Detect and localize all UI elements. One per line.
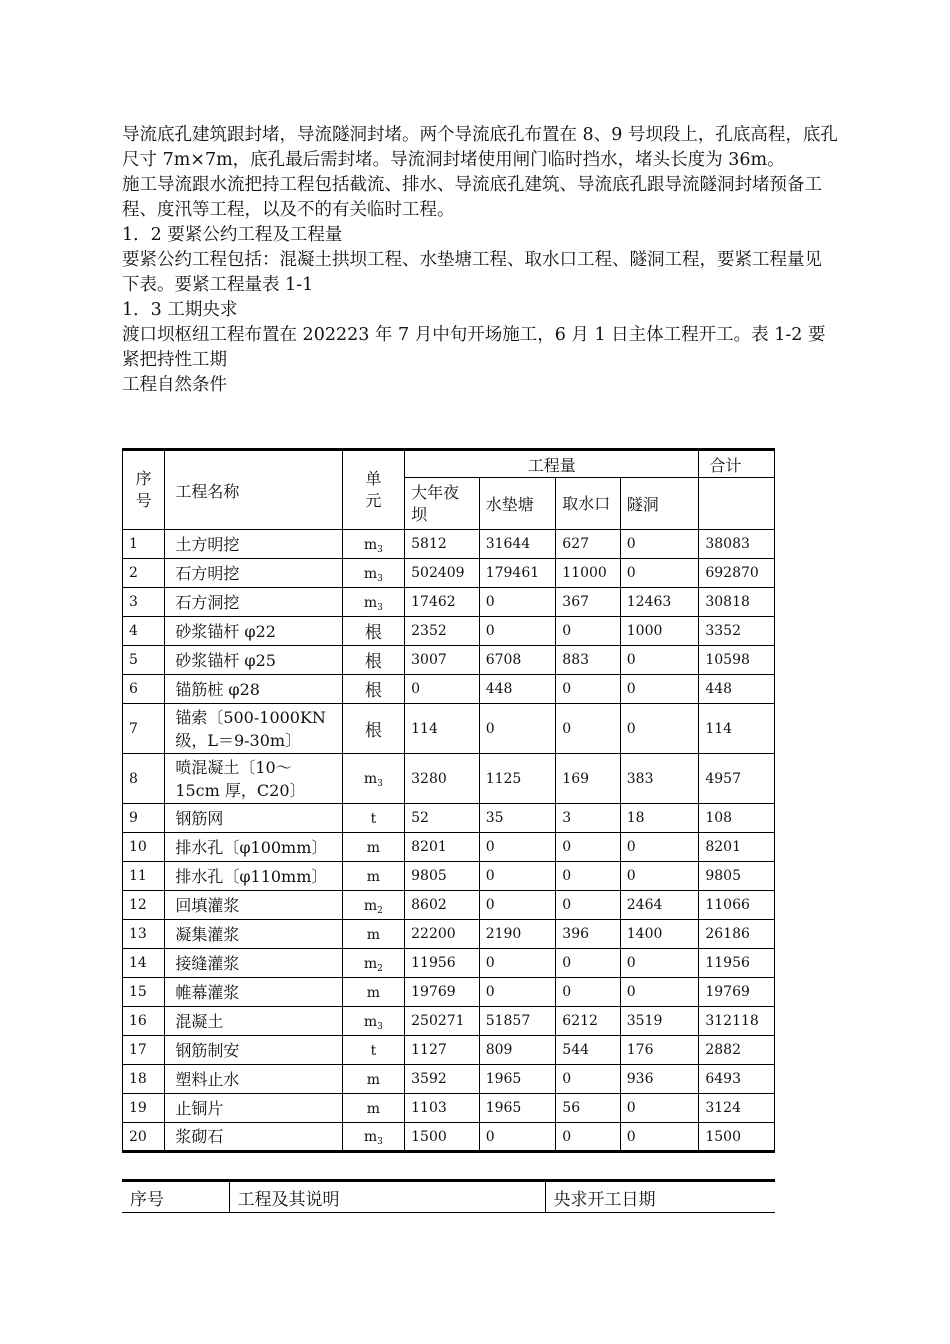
cell-value: 3 — [556, 804, 620, 833]
cell-seq: 13 — [123, 920, 165, 949]
cell-total: 108 — [699, 804, 775, 833]
table-row — [123, 920, 775, 949]
cell-value: 1103 — [405, 1094, 480, 1123]
header-tunnel: 隧洞 — [620, 478, 699, 530]
table-row — [123, 754, 775, 804]
cell-unit — [342, 949, 404, 978]
cell-name: 塑料止水 — [165, 1065, 342, 1094]
cell-value: 396 — [556, 920, 620, 949]
unit-text: m — [363, 565, 378, 582]
header-unit: 单元 — [342, 450, 404, 530]
cell-value: 3592 — [405, 1065, 480, 1094]
cell-name: 止铜片 — [165, 1094, 342, 1123]
cell-value: 0 — [620, 559, 699, 588]
cell-name: 钢筋制安 — [165, 1036, 342, 1065]
cell-value: 8201 — [405, 833, 480, 862]
cell-value: 0 — [556, 949, 620, 978]
cell-total: 26186 — [699, 920, 775, 949]
table-row — [123, 1065, 775, 1094]
paragraph: 要紧公约工程包括：混凝土拱坝工程、水垫塘工程、取水口工程、隧洞工程，要紧工程量见下表。要紧工程量表 1-1 — [122, 250, 822, 295]
cell-value: 383 — [620, 754, 699, 804]
cell-value: 0 — [479, 833, 556, 862]
table-row — [123, 949, 775, 978]
cell-value: 0 — [479, 588, 556, 617]
table-row — [123, 978, 775, 1007]
unit-text: t — [370, 810, 377, 827]
cell-value: 250271 — [405, 1007, 480, 1036]
unit-text: m — [363, 594, 378, 611]
cell-seq: 10 — [123, 833, 165, 862]
cell-unit — [342, 754, 404, 804]
cell-seq: 11 — [123, 862, 165, 891]
cell-seq: 2 — [123, 559, 165, 588]
cell-seq: 1 — [123, 530, 165, 559]
cell-total: 692870 — [699, 559, 775, 588]
unit-exponent: 3 — [377, 544, 383, 555]
table-row — [123, 588, 775, 617]
cell-name: 排水孔〔φ110mm〕 — [165, 862, 342, 891]
unit-text: t — [370, 1042, 377, 1059]
cell-unit — [342, 559, 404, 588]
cell-value: 544 — [556, 1036, 620, 1065]
cell-name: 石方洞挖 — [165, 588, 342, 617]
cell-value: 3007 — [405, 646, 480, 675]
cell-value: 883 — [556, 646, 620, 675]
table-row — [123, 617, 775, 646]
cell-value: 367 — [556, 588, 620, 617]
schedule-table — [122, 1179, 775, 1213]
cell-value: 936 — [620, 1065, 699, 1094]
cell-unit — [342, 891, 404, 920]
cell-value: 0 — [479, 862, 556, 891]
cell-value: 2352 — [405, 617, 480, 646]
cell-value: 0 — [620, 530, 699, 559]
unit-text: 根 — [364, 652, 382, 672]
cell-name: 砂浆锚杆 φ22 — [165, 617, 342, 646]
header-basin: 水垫塘 — [479, 478, 556, 530]
cell-total: 312118 — [699, 1007, 775, 1036]
cell-total: 114 — [699, 704, 775, 754]
unit-exponent: 3 — [377, 1021, 383, 1032]
cell-total: 19769 — [699, 978, 775, 1007]
cell-value: 0 — [620, 949, 699, 978]
cell-seq: 17 — [123, 1036, 165, 1065]
cell-value: 627 — [556, 530, 620, 559]
cell-seq: 16 — [123, 1007, 165, 1036]
cell-value: 3280 — [405, 754, 480, 804]
cell-seq: 20 — [123, 1123, 165, 1152]
header-dam: 大年夜坝 — [405, 478, 480, 530]
cell-unit — [342, 1036, 404, 1065]
cell-name: 喷混凝土〔10～15cm 厚，C20〕 — [165, 754, 342, 804]
cell-total: 9805 — [699, 862, 775, 891]
table-row — [123, 1007, 775, 1036]
header-start-date: 央求开工日期 — [545, 1181, 775, 1213]
unit-text: m — [366, 1100, 381, 1117]
cell-seq: 9 — [123, 804, 165, 833]
cell-value: 0 — [620, 862, 699, 891]
header-seq: 序号 — [123, 450, 165, 530]
unit-exponent: 3 — [377, 602, 383, 613]
table-body — [123, 530, 775, 1152]
header-intake: 取水口 — [556, 478, 620, 530]
cell-seq: 14 — [123, 949, 165, 978]
cell-unit — [342, 920, 404, 949]
cell-value: 0 — [620, 646, 699, 675]
cell-unit — [342, 833, 404, 862]
cell-seq: 3 — [123, 588, 165, 617]
paragraph: 渡口坝枢纽工程布置在 202223 年 7 月中旬开场施工，6 月 1 日主体工程开工。表 1-2 要紧把持性工期 — [122, 325, 826, 370]
cell-total: 8201 — [699, 833, 775, 862]
table-row — [123, 530, 775, 559]
cell-value: 6212 — [556, 1007, 620, 1036]
unit-text: m — [366, 868, 381, 885]
cell-value: 17462 — [405, 588, 480, 617]
cell-seq: 15 — [123, 978, 165, 1007]
cell-name: 砂浆锚杆 φ25 — [165, 646, 342, 675]
cell-value: 6708 — [479, 646, 556, 675]
cell-value: 11956 — [405, 949, 480, 978]
cell-value: 5812 — [405, 530, 480, 559]
section-heading: 1．2 要紧公约工程及工程量 — [122, 225, 343, 245]
cell-value: 1125 — [479, 754, 556, 804]
cell-value: 169 — [556, 754, 620, 804]
cell-value: 2190 — [479, 920, 556, 949]
cell-value: 0 — [479, 891, 556, 920]
cell-value: 1400 — [620, 920, 699, 949]
header-quantity: 工程量 — [405, 450, 699, 478]
cell-value: 179461 — [479, 559, 556, 588]
cell-name: 钢筋网 — [165, 804, 342, 833]
cell-total: 11956 — [699, 949, 775, 978]
cell-name: 土方明挖 — [165, 530, 342, 559]
cell-value: 9805 — [405, 862, 480, 891]
cell-total: 38083 — [699, 530, 775, 559]
cell-name: 凝集灌浆 — [165, 920, 342, 949]
cell-unit — [342, 804, 404, 833]
cell-total: 10598 — [699, 646, 775, 675]
cell-value: 35 — [479, 804, 556, 833]
cell-unit — [342, 704, 404, 754]
paragraph: 导流底孔建筑跟封堵，导流隧洞封堵。两个导流底孔布置在 8、9 号坝段上，孔底高程，底孔尺寸 7m×7m，底孔最后需封堵。导流洞封堵使用闸门临时挡水，堵头长度为 36m。 — [122, 125, 838, 170]
unit-text: 根 — [364, 720, 382, 741]
cell-total: 448 — [699, 675, 775, 704]
cell-value: 0 — [556, 891, 620, 920]
cell-seq: 7 — [123, 704, 165, 754]
cell-value: 0 — [556, 978, 620, 1007]
cell-unit — [342, 646, 404, 675]
cell-total: 6493 — [699, 1065, 775, 1094]
unit-text: m — [366, 984, 381, 1001]
header-total-blank — [699, 478, 775, 530]
unit-exponent: 3 — [377, 1137, 383, 1147]
cell-unit — [342, 530, 404, 559]
cell-value: 1965 — [479, 1094, 556, 1123]
cell-value: 114 — [405, 704, 480, 754]
cell-value: 0 — [556, 862, 620, 891]
cell-name: 排水孔〔φ100mm〕 — [165, 833, 342, 862]
cell-value: 0 — [479, 949, 556, 978]
cell-value: 12463 — [620, 588, 699, 617]
cell-unit — [342, 675, 404, 704]
cell-total: 30818 — [699, 588, 775, 617]
cell-name: 石方明挖 — [165, 559, 342, 588]
cell-unit — [342, 1094, 404, 1123]
cell-value: 0 — [556, 704, 620, 754]
unit-exponent: 3 — [377, 779, 383, 789]
cell-value: 1965 — [479, 1065, 556, 1094]
table-row — [123, 833, 775, 862]
cell-unit — [342, 1065, 404, 1094]
section-heading: 1．3 工期央求 — [122, 300, 238, 320]
cell-value: 18 — [620, 804, 699, 833]
unit-text: m — [363, 771, 378, 787]
table-row — [123, 646, 775, 675]
cell-unit — [342, 1007, 404, 1036]
cell-total: 11066 — [699, 891, 775, 920]
table-row — [123, 559, 775, 588]
cell-seq: 4 — [123, 617, 165, 646]
unit-exponent: 2 — [377, 963, 383, 974]
cell-seq: 5 — [123, 646, 165, 675]
cell-name: 锚筋桩 φ28 — [165, 675, 342, 704]
header-seq: 序号 — [122, 1181, 229, 1213]
cell-value: 31644 — [479, 530, 556, 559]
cell-value: 502409 — [405, 559, 480, 588]
cell-seq: 6 — [123, 675, 165, 704]
cell-name: 锚索〔500-1000KN 级，L＝9-30m〕 — [165, 704, 342, 754]
cell-value: 0 — [556, 1065, 620, 1094]
cell-value: 0 — [620, 833, 699, 862]
cell-total: 2882 — [699, 1036, 775, 1065]
cell-value: 0 — [556, 617, 620, 646]
paragraph: 施工导流跟水流把持工程包括截流、排水、导流底孔建筑、导流底孔跟导流隧洞封堵预备工程、度汛等工程，以及不的有关临时工程。 — [122, 175, 822, 220]
cell-value: 0 — [556, 675, 620, 704]
cell-value: 0 — [620, 1123, 699, 1152]
cell-value: 0 — [620, 1094, 699, 1123]
table-row — [123, 1094, 775, 1123]
cell-value: 448 — [479, 675, 556, 704]
table-row — [123, 891, 775, 920]
unit-text: m — [363, 536, 378, 553]
unit-text: 根 — [364, 623, 382, 643]
unit-exponent: 2 — [377, 905, 383, 916]
paragraph: 工程自然条件 — [122, 375, 227, 395]
header-name: 工程名称 — [165, 450, 342, 530]
cell-value: 56 — [556, 1094, 620, 1123]
unit-text: 根 — [364, 681, 382, 701]
cell-value: 52 — [405, 804, 480, 833]
body-text — [122, 123, 838, 398]
unit-text: m — [366, 1071, 381, 1088]
cell-value: 1127 — [405, 1036, 480, 1065]
cell-value: 0 — [556, 1123, 620, 1152]
cell-total: 3124 — [699, 1094, 775, 1123]
quantities-table — [122, 448, 775, 1153]
cell-name: 混凝土 — [165, 1007, 342, 1036]
cell-seq: 18 — [123, 1065, 165, 1094]
unit-exponent: 3 — [377, 573, 383, 584]
cell-value: 3519 — [620, 1007, 699, 1036]
cell-total: 1500 — [699, 1123, 775, 1152]
table-row — [123, 1036, 775, 1065]
cell-value: 0 — [479, 978, 556, 1007]
cell-value: 19769 — [405, 978, 480, 1007]
cell-value: 1500 — [405, 1123, 480, 1152]
cell-name: 回填灌浆 — [165, 891, 342, 920]
table-row — [123, 1123, 775, 1152]
cell-value: 176 — [620, 1036, 699, 1065]
cell-value: 1000 — [620, 617, 699, 646]
unit-text: m — [363, 955, 378, 972]
cell-value: 0 — [620, 978, 699, 1007]
unit-text: m — [366, 839, 381, 856]
cell-value: 0 — [479, 617, 556, 646]
unit-text: m — [363, 1129, 378, 1145]
cell-value: 809 — [479, 1036, 556, 1065]
cell-unit — [342, 1123, 404, 1152]
cell-total: 3352 — [699, 617, 775, 646]
cell-value: 51857 — [479, 1007, 556, 1036]
cell-name: 浆砌石 — [165, 1123, 342, 1152]
cell-seq: 19 — [123, 1094, 165, 1123]
cell-name: 帷幕灌浆 — [165, 978, 342, 1007]
unit-text: m — [366, 926, 381, 943]
cell-value: 0 — [405, 675, 480, 704]
header-description: 工程及其说明 — [229, 1181, 545, 1213]
cell-seq: 12 — [123, 891, 165, 920]
cell-value: 0 — [479, 704, 556, 754]
cell-value: 0 — [620, 675, 699, 704]
cell-value: 0 — [556, 833, 620, 862]
cell-unit — [342, 617, 404, 646]
cell-value: 11000 — [556, 559, 620, 588]
cell-value: 0 — [620, 704, 699, 754]
cell-seq: 8 — [123, 754, 165, 804]
cell-unit — [342, 862, 404, 891]
unit-text: m — [363, 1013, 378, 1030]
table-row — [123, 675, 775, 704]
table-row — [123, 804, 775, 833]
unit-text: m — [363, 897, 378, 914]
table-row — [123, 704, 775, 754]
cell-total: 4957 — [699, 754, 775, 804]
cell-unit — [342, 978, 404, 1007]
cell-name: 接缝灌浆 — [165, 949, 342, 978]
cell-value: 2464 — [620, 891, 699, 920]
cell-unit — [342, 588, 404, 617]
cell-value: 0 — [479, 1123, 556, 1152]
cell-value: 22200 — [405, 920, 480, 949]
table-row — [123, 862, 775, 891]
cell-value: 8602 — [405, 891, 480, 920]
header-total: 合计 — [699, 450, 775, 478]
